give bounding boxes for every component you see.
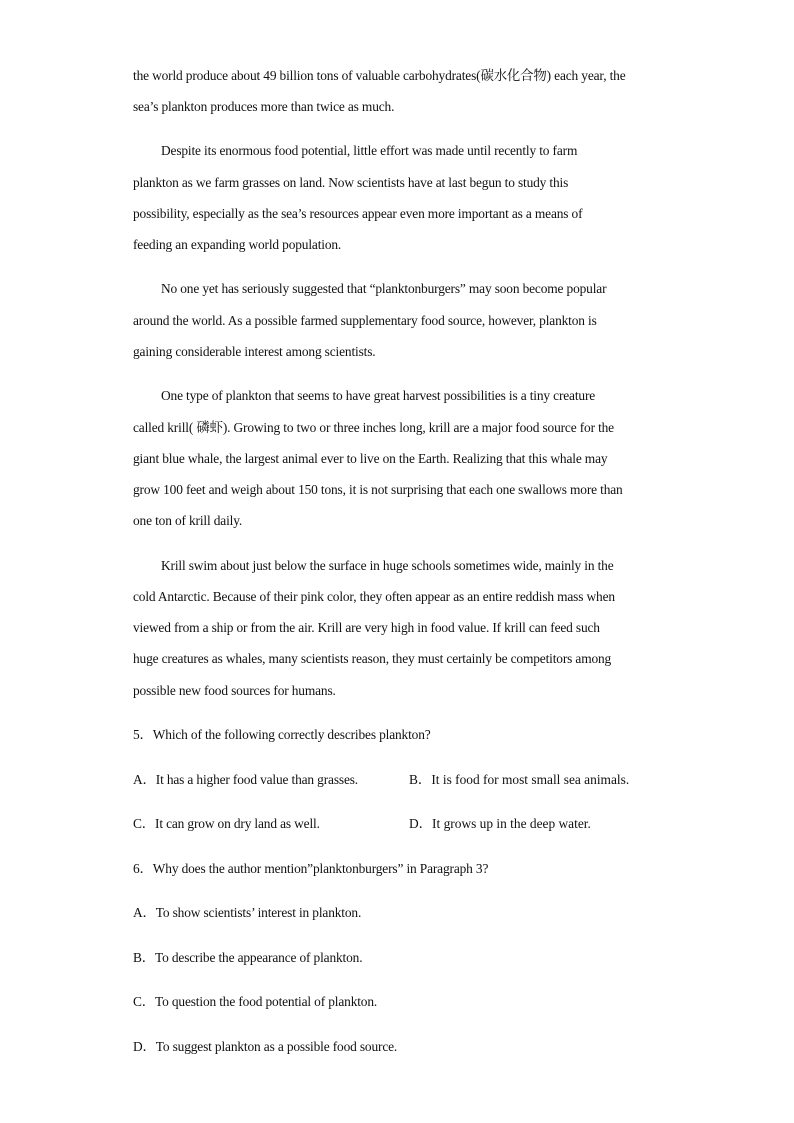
paragraph-2-line-1: Despite its enormous food potential, little effort was made until recently to farm [161,143,578,158]
paragraph-3-line-1: No one yet has seriously suggested that “planktonburgers” may soon become popular [161,281,607,296]
question-6-option-d: D．To suggest plankton as a possible food source. [133,1039,398,1054]
paragraph-5-line-5: possible new food sources for humans. [133,683,336,698]
question-5-option-c: C．It can grow on dry land as well. [133,816,320,831]
paragraph-4-line-5: one ton of krill daily. [133,513,243,528]
paragraph-4-line-1: One type of plankton that seems to have great harvest possibilities is a tiny creature [161,388,596,403]
question-5-option-b: B．It is food for most small sea animals. [409,772,630,787]
paragraph-4-line-3: giant blue whale, the largest animal ever to live on the Earth. Realizing that this whale may [133,451,608,466]
paragraph-5-line-3: viewed from a ship or from the air. Krill are very high in food value. If krill can feed such [133,620,600,635]
paragraph-2-line-4: feeding an expanding world population. [133,237,342,252]
question-5-option-a: A．It has a higher food value than grasses. [133,772,358,787]
question-6-option-a: A．To show scientists’ interest in plankton. [133,905,362,920]
paragraph-5-line-4: huge creatures as whales, many scientists reason, they must certainly be competitors among [133,651,612,666]
paragraph-3-line-3: gaining considerable interest among scientists. [133,344,376,359]
paragraph-5-line-1: Krill swim about just below the surface in huge schools sometimes wide, mainly in the [161,558,614,573]
paragraph-3-line-2: around the world. As a possible farmed supplementary food source, however, plankton is [133,313,597,328]
paragraph-1-line-2: sea’s plankton produces more than twice as much. [133,99,395,114]
paragraph-2-line-3: possibility, especially as the sea’s resources appear even more important as a means of [133,206,583,221]
paragraph-4-line-2: called krill( 磷虾). Growing to two or three inches long, krill are a major food source for the [133,420,614,435]
question-5-option-d: D．It grows up in the deep water. [409,816,591,831]
question-6-option-c: C．To question the food potential of plankton. [133,994,378,1009]
question-6-option-b: B．To describe the appearance of plankton. [133,950,363,965]
question-6-stem: 6．Why does the author mention”planktonburgers” in Paragraph 3? [133,861,489,876]
paragraph-5-line-2: cold Antarctic. Because of their pink color, they often appear as an entire reddish mass when [133,589,615,604]
paragraph-4-line-4: grow 100 feet and weigh about 150 tons, it is not surprising that each one swallows more than [133,482,623,497]
paragraph-1-line-1: the world produce about 49 billion tons of valuable carbohydrates(碳水化合物) each year, the [133,68,626,83]
question-5-stem: 5．Which of the following correctly describes plankton? [133,727,431,742]
paragraph-2-line-2: plankton as we farm grasses on land. Now scientists have at last begun to study this [133,175,569,190]
